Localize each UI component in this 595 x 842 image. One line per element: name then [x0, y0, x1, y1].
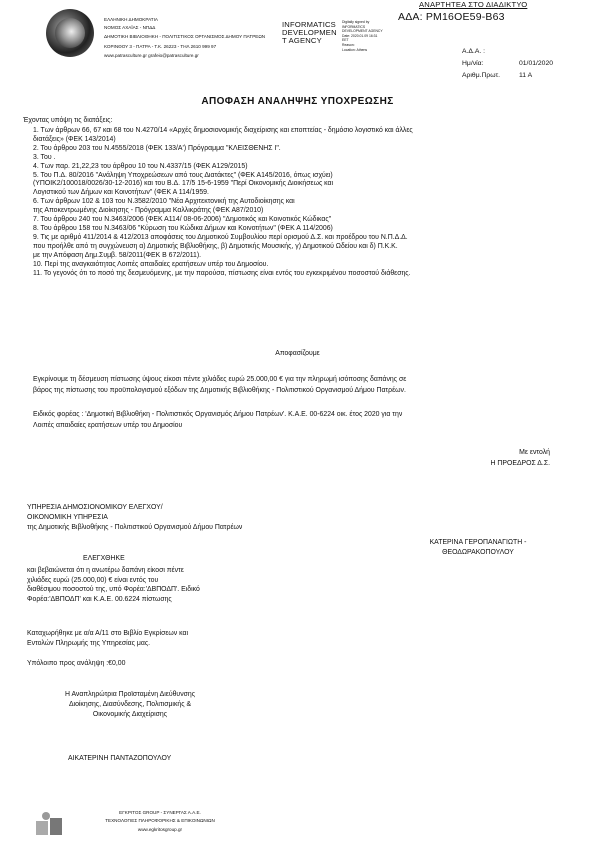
signature-detail: Reason:: [342, 42, 355, 47]
service-line: ΥΠΗΡΕΣΙΑ ΔΗΜΟΣΙΟΝΟΜΙΚΟΥ ΕΛΕΓΧΟΥ/: [27, 504, 163, 511]
checked-line: Φορέα:'ΔΒΠΟΔΠ' και Κ.Α.Ε. 00.6224 πίστωσης: [27, 595, 172, 603]
letterhead-line: ΚΟΡΙΝΘΟΥ 3 - ΠΑΤΡΑ - Τ.Κ. 26223 - ΤΗΛ 2610 999 97: [104, 43, 217, 49]
provisions-list: [33, 127, 573, 278]
letterhead-line: ΕΛΛΗΝΙΚΗ ΔΗΜΟΚΡΑΤΙΑ: [104, 17, 158, 22]
deputy-line: Οικονομικής Διαχείρισης: [92, 711, 168, 718]
letterhead-line: ΝΟΜΟΣ ΑΧΑΪΑΣ - ΝΠΔΔ: [104, 25, 156, 31]
footer: [60, 810, 260, 834]
signature-stamp: [282, 21, 340, 44]
signature-detail: INFORMATICS: [342, 24, 366, 29]
paragraph-line: Λοιπές απαιδαίες ερατήσεων υπέρ του Δημοσίου: [33, 422, 183, 429]
document-title: ΑΠΟΦΑΣΗ ΑΝΑΛΗΨΗΣ ΥΠΟΧΡΕΩΣΗΣ: [201, 96, 394, 107]
checked-heading: ΕΛΕΓΧΘΗΚΕ: [83, 555, 125, 562]
signature-detail: Digitally signed by: [342, 20, 370, 24]
intro-text: Έχοντας υπόψη τις διατάξεις:: [23, 117, 113, 124]
deputy-line: Η Αναπληρώτρια Προϊσταμένη Διεύθυνσης: [64, 691, 196, 698]
list-item: 7. Του άρθρου 240 του Ν.3463/2006 (ΦΕΚ Α114/ 08-06-2006) "Δημοτικός και Κοινοτικός Κώδικας": [33, 216, 332, 224]
registered-line: Καταχωρήθηκε με α/α Α/11 στο Βιβλίο Εγκρίσεων και: [27, 630, 189, 637]
decision-heading: Αποφασίζουμε: [275, 350, 320, 357]
footer-website: www.egkritosgroup.gr: [137, 827, 183, 833]
signature-stamp-line: DEVELOPMEN: [282, 27, 337, 37]
list-item: διατάξεις» (ΦΕΚ 143/2014): [33, 135, 116, 143]
checked-line: διαθέσιμου ποσοστού της, υπό Φορέα:'ΔΒΠΟΔΠ'. Ειδικό: [27, 586, 200, 594]
paragraph-line: Εγκρίνουμε τη δέσμευση πίστωσης ύψους είκοσι πέντε χιλιάδες ευρώ 25.000,00 € για την πληρωμή ισόποσης δαπάνης σε: [33, 376, 407, 383]
footer-tagline: ΤΕΧΝΟΛΟΓΙΕΣ ΠΛΗΡΟΦΟΡΙΚΗΣ & ΕΠΙΚΟΙΝΩΝΙΩΝ: [105, 818, 215, 824]
special-body-paragraph: [33, 409, 573, 431]
service-line: της Δημοτικής Βιβλιοθήκης - Πολιτιστικού Οργανισμού Δήμου Πατρέων: [27, 524, 243, 531]
signature-stamp-line: INFORMATICS: [282, 20, 336, 29]
list-item: (ΥΠΟΙΚ2/100018/0026/30-12-2016) και του Β.Δ. 17/5 15-6-1959 "Περί Οικονομικής Διοικήσεως και: [33, 180, 334, 188]
letterhead-line: www.patrasculture.gr grafeio@patrasculture.gr: [104, 52, 199, 58]
list-item: 11. Το γεγονός ότι το ποσό της δεσμευόμενης, με την παρούσα, πίστωσης είναι εντός του εγκεκριμένου ποσοστού διάθεσης.: [33, 269, 411, 277]
list-item: 1. Των άρθρων 66, 67 και 68 του Ν.4270/14 «Αρχές δημοσιονομικής διαχείρισης και εποπτείας - δημόσιο λογιστικό και άλλες: [33, 127, 413, 134]
deputy-line: Διοίκησης, Διασύνδεσης, Πολιτισμικής &: [68, 701, 192, 708]
president-name: [378, 538, 578, 558]
service-block: [27, 503, 327, 533]
president-name-line: ΘΕΟΔΩΡΑΚΟΠΟΥΛΟΥ: [442, 549, 514, 556]
footer-company: ΕΓΚΡΙΤΟΣ GROUP - ΣΥΝΕΡΓΑΣ Α.Α.Ε.: [119, 810, 201, 815]
signature-details: [342, 20, 394, 52]
meta-labels: [462, 46, 500, 82]
checked-line: και βεβαιώνεται ότι η ανωτέρω δαπάνη είκοσι πέντε: [27, 567, 184, 574]
ada-label: Α.Δ.Α. :: [462, 48, 486, 55]
signoff: [400, 447, 550, 469]
letterhead-line: ΔΗΜΟΤΙΚΗ ΒΙΒΛΙΟΘΗΚΗ - ΠΟΛΙΤΙΣΤΙΚΟΣ ΟΡΓΑΝΙΣΜΟΣ ΔΗΜΟΥ ΠΑΤΡΕΩΝ: [104, 34, 266, 40]
web-posting-label: ΑΝΑΡΤΗΤΕΑ ΣΤΟ ΔΙΑΔΙΚΤΥΟ: [419, 0, 528, 9]
deputy-block: [30, 690, 230, 720]
list-item: 8. Του άρθρου 158 του Ν.3463/06 "Κύρωση του Κώδικα Δήμων και Κοινοτήτων" (ΦΕΚ Α 114/2006): [33, 224, 333, 232]
protocol-value: 11 Α: [519, 72, 533, 79]
protocol-label: Αριθμ.Πρωτ.: [462, 72, 501, 79]
signoff-order: Με εντολή: [519, 449, 550, 456]
paragraph-line: Ειδικός φορέας : 'Δημοτική Βιβλιοθήκη - Πολιτιστικός Οργανισμός Δήμου Πατρέων'. Κ.Α.Ε. 00-6224 οικ. έτος 2020 για την: [33, 411, 403, 418]
meta-values: [519, 46, 553, 82]
checked-block: [27, 566, 287, 604]
signature-detail: EET: [342, 38, 349, 43]
list-item: 3. Του .: [33, 153, 56, 161]
registered-line: Εντολών Πληρωμής της Υπηρεσίας μας.: [27, 640, 151, 647]
ada-code: ΑΔΑ: ΡΜ16ΟΕ59-Β63: [398, 11, 505, 23]
registered-block: [27, 629, 287, 649]
checked-line: χιλιάδες ευρώ (25.000,00) € είναι εντός του: [27, 576, 159, 584]
deputy-name: ΑΙΚΑΤΕΡΙΝΗ ΠΑΝΤΑΖΟΠΟΥΛΟΥ: [68, 755, 172, 762]
list-item: που προήλθε από τη συγχώνευση α) Δημοτικής Βιβλιοθήκης, β) Δημοτικής Μουσικής, γ) Δημοτικού Ωδείου και δ) Π.Κ.Κ.: [33, 242, 398, 250]
list-item: με την Απόφαση Δημ.Συμβ. 58/2011(ΦΕΚ Β 672/2011).: [33, 251, 202, 259]
decision-paragraph: [33, 374, 573, 396]
signoff-role: Η ΠΡΟΕΔΡΟΣ Δ.Σ.: [490, 460, 550, 467]
paragraph-line: βάρος της πίστωσης του προϋπολογισμού εξόδων της Δημοτικής Βιβλιοθήκης - Πολιτιστικού Οργανισμού Δήμου Πατρέων.: [33, 387, 406, 394]
service-line: ΟΙΚΟΝΟΜΙΚΗ ΥΠΗΡΕΣΙΑ: [27, 514, 108, 521]
list-item: Λογιστικού των Δήμων και Κοινοτήτων" (ΦΕΚ Α 114/1959.: [33, 189, 209, 197]
remaining-amount: Υπόλοιπο προς ανάληψη :€0,00: [27, 660, 126, 667]
list-item: 10. Περί της αναγκαιότητας Λοιπές απαιδαίες ερατήσεων υπέρ του Δημοσίου.: [33, 260, 269, 268]
list-item: 9. Τις με αριθμό 411/2014 & 412/2013 αποφάσεις του Δημοτικού Συμβουλίου περί ορισμού Δ.Σ. και προέδρου του Ν.Π.Δ.Δ.: [33, 233, 408, 241]
list-item: 2. Του άρθρου 203 του Ν.4555/2018 (ΦΕΚ 133/Α') Πρόγραμμα "ΚΛΕΙΣΘΕΝΗΣ Ι".: [33, 144, 281, 152]
signature-detail: Location: Athens: [342, 47, 368, 52]
signature-detail: Date: 2020.01.09 16:31: [342, 33, 378, 38]
signature-stamp-line: T AGENCY: [282, 35, 322, 45]
list-item: της Αποκεντρωμένης Διοίκησης - Πρόγραμμα Καλλικράτης (ΦΕΚ Α87/2010): [33, 207, 264, 215]
date-value: 01/01/2020: [519, 60, 554, 67]
list-item: 4. Των παρ. 21,22,23 του άρθρου 10 του Ν.4337/15 (ΦΕΚ Α129/2015): [33, 162, 248, 170]
list-item: 5. Του Π.Δ. 80/2016 "Ανάληψη Υποχρεώσεων από τους Διατάκτες" (ΦΕΚ Α145/2016, όπως ισχύει): [33, 171, 333, 179]
president-name-line: ΚΑΤΕΡΙΝΑ ΓΕΡΟΠΑΝΑΓΙΩΤΗ -: [429, 539, 527, 546]
date-label: Ημ/νία:: [462, 60, 484, 67]
ada-value: [519, 46, 553, 58]
signature-detail: DEVELOPMENT AGENCY: [342, 29, 383, 34]
coin-logo: [46, 9, 94, 57]
list-item: 6. Των άρθρων 102 & 103 του Ν.3582/2010 "Νέα Αρχιτεκτονική της Αυτοδιοίκησης και: [33, 198, 295, 206]
